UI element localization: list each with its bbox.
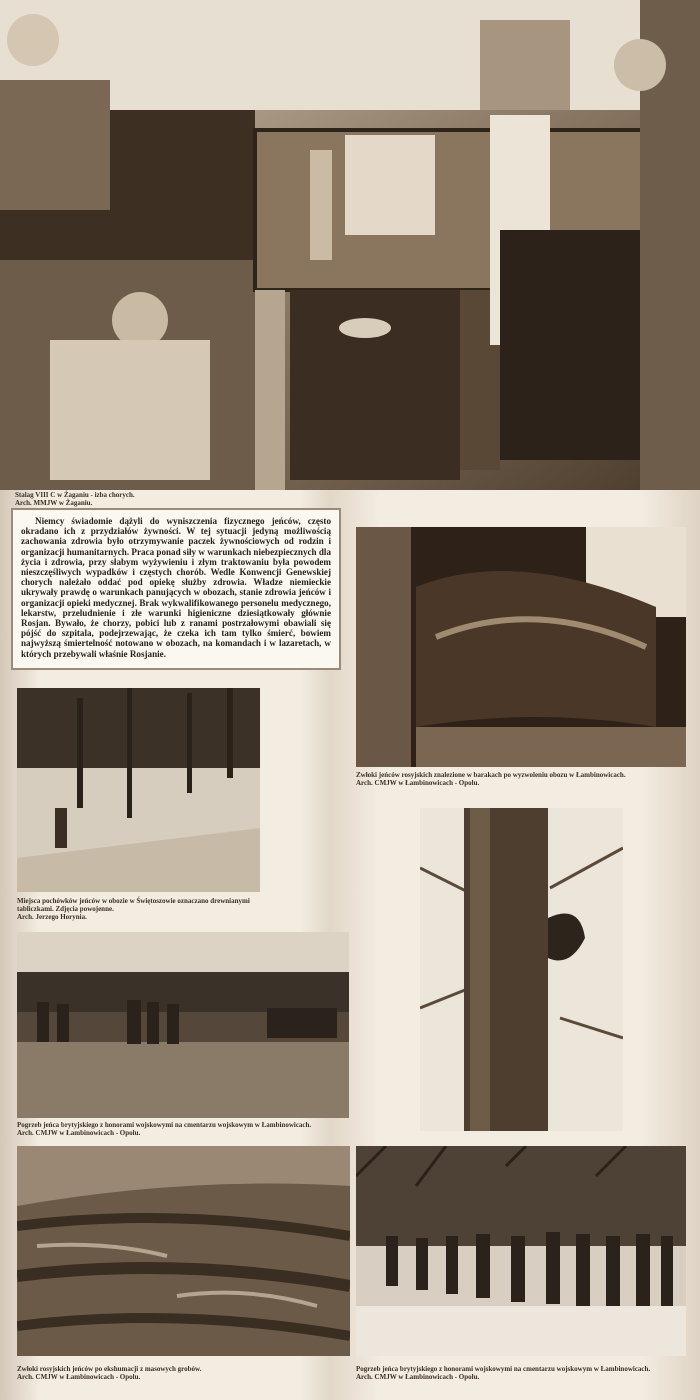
caption-exhumation: Zwłoki rosyjskich jeńców po ekshumacji z masowych grobów. Arch. CMJW w Łambinowicach - Opolu. <box>17 1365 202 1381</box>
photo-tree-marker <box>420 808 623 1131</box>
photo-infirmary-barracks <box>0 0 700 490</box>
photo-exhumation <box>17 1146 350 1356</box>
photo-funeral-1 <box>17 932 349 1118</box>
photo-bodies-barracks <box>356 527 686 767</box>
caption-bodies-barracks: Zwłoki jeńców rosyjskich znalezione w barakach po wyzwoleniu obozu w Łambinowicach. Arch. CMJW w Łambinowicach - Opolu. <box>356 771 626 787</box>
caption-forest-graves: Miejsca pochówków jeńców w obozie w Świętoszowie oznaczano drewnianymi tabliczkami. Zdjęcia powojenne. Arch. Jerzego Horynia. <box>17 897 250 921</box>
caption-funeral-2: Pogrzeb jeńca brytyjskiego z honorami wojskowymi na cmentarzu wojskowym w Łambinowicach. Arch. CMJW w Łambinowicach - Opolu. <box>356 1365 651 1381</box>
caption-funeral-1: Pogrzeb jeńca brytyjskiego z honorami wojskowymi na cmentarzu wojskowym w Łambinowicach. Arch. CMJW w Łambinowicach - Opolu. <box>17 1121 312 1137</box>
body-text: Niemcy świadomie dążyli do wyniszczenia fizycznego jeńców, często okradano ich z przydziałów żywności. W tej sytuacji jedyną możliwością zachowania zdrowia było otrzymywanie paczek żywnościowych od rodzin i organizacji humanitarnych. Praca ponad siły w warunkach niebezpiecznych dla życia i zdrowia, przy słabym wyżywieniu i złym traktowaniu była powodem nieszczęśliwych wypadków i częstych chorób. Wedle Konwencji Genewskiej chorych należało oddać pod opiekę służby zdrowia. Władze niemieckie ukrywały prawdę o warunkach panujących w obozach, stanie zdrowia jeńców i organizacji opieki medycznej. Brak wykwalifikowanego personelu medycznego, lekarstw, przeludnienie i złe warunki higieniczne dziesiątkowały głównie Rosjan. Bywało, że chorzy, pobici lub z ranami postrzałowymi obawiali się pójść do szpitala, podejrzewając, że czeka ich tam tylko śmierć, bowiem najwyższą śmiertelność notowano w obozach, na komandach i w lazaretach, w których przebywali właśnie Rosjanie. <box>21 516 331 659</box>
text-panel <box>11 508 341 670</box>
caption-infirmary: Stalag VIII C w Żaganiu - izba chorych. Arch. MMJW w Żaganiu. <box>15 491 135 507</box>
photo-forest-graves <box>17 688 260 892</box>
photo-funeral-2 <box>356 1146 686 1356</box>
